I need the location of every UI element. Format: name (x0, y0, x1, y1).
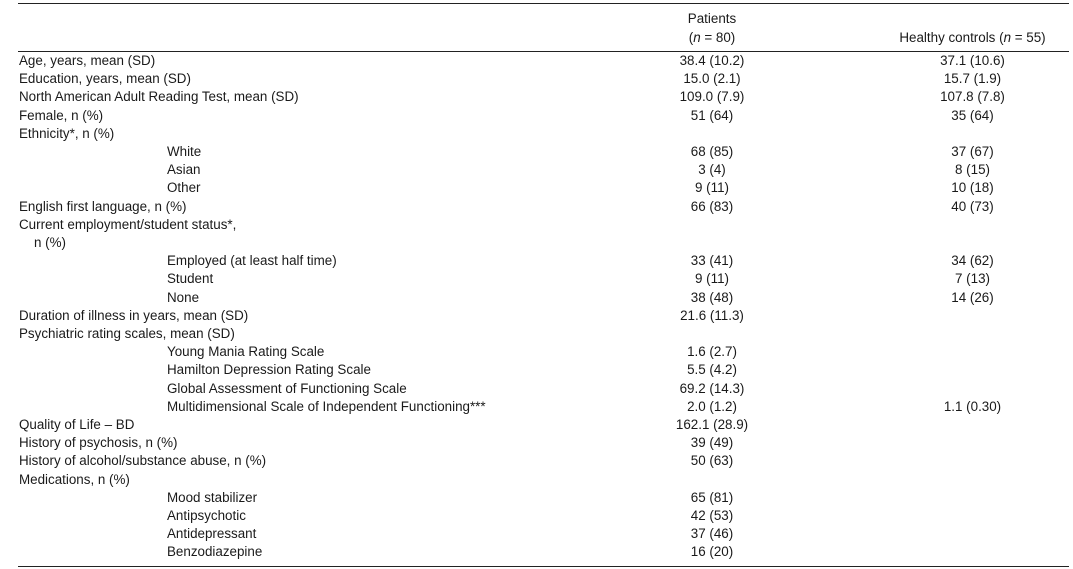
controls-value: 15.7 (1.9) (943, 71, 1002, 87)
table-row (0, 161, 1073, 179)
table-row (0, 270, 1073, 288)
row-label: English first language, n (%) (19, 198, 187, 214)
row-label: Multidimensional Scale of Independent Functioning*** (167, 398, 486, 414)
patients-value: 33 (41) (690, 253, 734, 269)
table-row (0, 489, 1073, 507)
row-label: Age, years, mean (SD) (19, 53, 156, 68)
row-label: Education, years, mean (SD) (19, 71, 191, 87)
patients-value: 109.0 (7.9) (679, 89, 745, 105)
table-row (0, 507, 1073, 525)
controls-value: 8 (15) (955, 162, 990, 178)
patients-header-label: Patients (687, 11, 737, 26)
row-label: Quality of Life – BD (19, 417, 135, 432)
patients-column-header (662, 9, 762, 47)
row-label: Antidepressant (167, 526, 257, 542)
controls-column-header: Healthy controls (n = 55) (899, 30, 1046, 45)
patients-value: 162.1 (28.9) (675, 417, 749, 432)
row-label: Current employment/student status*, (19, 216, 237, 232)
row-label: Psychiatric rating scales, mean (SD) (19, 326, 235, 341)
patients-value: 21.6 (11.3) (680, 307, 744, 323)
row-label: Benzodiazepine (167, 544, 263, 560)
table-row (0, 70, 1073, 88)
row-label: Student (167, 271, 214, 287)
patients-value: 2.0 (1.2) (687, 398, 737, 414)
controls-value: 14 (26) (951, 289, 994, 305)
table-row (0, 143, 1073, 161)
table-row (0, 179, 1073, 197)
patients-value: 37 (46) (690, 526, 734, 542)
row-label: Young Mania Rating Scale (167, 344, 325, 360)
row-label: Hamilton Depression Rating Scale (167, 362, 371, 378)
table-top-rule (18, 3, 1069, 4)
table-row (0, 434, 1073, 452)
patients-value: 15.0 (2.1) (683, 71, 741, 87)
patients-value: 50 (63) (690, 453, 734, 469)
patients-value: 5.5 (4.2) (687, 362, 737, 378)
controls-value: 10 (18) (951, 180, 994, 196)
table-row (0, 88, 1073, 106)
row-label: North American Adult Reading Test, mean (SD) (19, 89, 299, 105)
row-label: White (167, 144, 202, 159)
table-row (0, 452, 1073, 470)
table-row (0, 325, 1073, 343)
controls-value: 34 (62) (951, 253, 994, 269)
table-row (0, 471, 1073, 489)
table-row (0, 416, 1073, 434)
table-row (0, 216, 1073, 250)
table-row (0, 107, 1073, 125)
table-row (0, 343, 1073, 361)
patients-value: 9 (11) (695, 271, 729, 287)
table-row (0, 398, 1073, 416)
patients-value: 16 (20) (690, 544, 734, 560)
patients-value: 9 (11) (695, 180, 729, 196)
patients-value: 65 (81) (690, 489, 734, 505)
patients-value: 3 (4) (698, 162, 726, 178)
controls-value: 37.1 (10.6) (940, 53, 1005, 68)
patients-value: 51 (64) (690, 107, 734, 123)
row-label: Global Assessment of Functioning Scale (167, 380, 407, 396)
row-label: None (167, 289, 200, 305)
controls-value: 40 (73) (951, 198, 994, 214)
row-label: Employed (at least half time) (167, 253, 337, 269)
row-label: Ethnicity*, n (%) (19, 125, 115, 141)
patients-value: 38.4 (10.2) (679, 53, 745, 68)
patients-value: 42 (53) (690, 508, 734, 523)
row-label: History of alcohol/substance abuse, n (%) (19, 453, 267, 469)
controls-value: 107.8 (7.8) (940, 89, 1005, 105)
table-row (0, 52, 1073, 70)
row-label: Asian (167, 162, 201, 178)
table-row (0, 252, 1073, 270)
patients-value: 38 (48) (690, 289, 734, 305)
table-row (0, 198, 1073, 216)
patients-value: 1.6 (2.7) (687, 344, 737, 360)
row-label: Female, n (%) (19, 107, 104, 123)
row-label: History of psychosis, n (%) (19, 435, 178, 451)
row-label: Other (167, 180, 201, 196)
table-row (0, 525, 1073, 543)
controls-value: 35 (64) (951, 107, 994, 123)
controls-value: 37 (67) (951, 144, 994, 159)
table-row (0, 307, 1073, 325)
row-label: Medications, n (%) (19, 471, 130, 487)
row-label: Antipsychotic (167, 508, 246, 523)
table-bottom-rule (18, 566, 1069, 567)
table-row (0, 361, 1073, 379)
controls-value: 1.1 (0.30) (943, 398, 1002, 414)
table-row (0, 543, 1073, 561)
patients-header-n: (n = 80) (688, 30, 736, 45)
patients-value: 39 (49) (690, 435, 734, 451)
patients-value: 68 (85) (690, 144, 734, 159)
table-row (0, 289, 1073, 307)
controls-value: 7 (13) (955, 271, 990, 287)
row-label-continued: n (%) (34, 234, 66, 250)
row-label: Duration of illness in years, mean (SD) (19, 307, 249, 323)
table-row (0, 125, 1073, 143)
patients-value: 66 (83) (690, 198, 734, 214)
patients-value: 69.2 (14.3) (679, 380, 745, 396)
row-label: Mood stabilizer (167, 489, 258, 505)
table-row (0, 380, 1073, 398)
